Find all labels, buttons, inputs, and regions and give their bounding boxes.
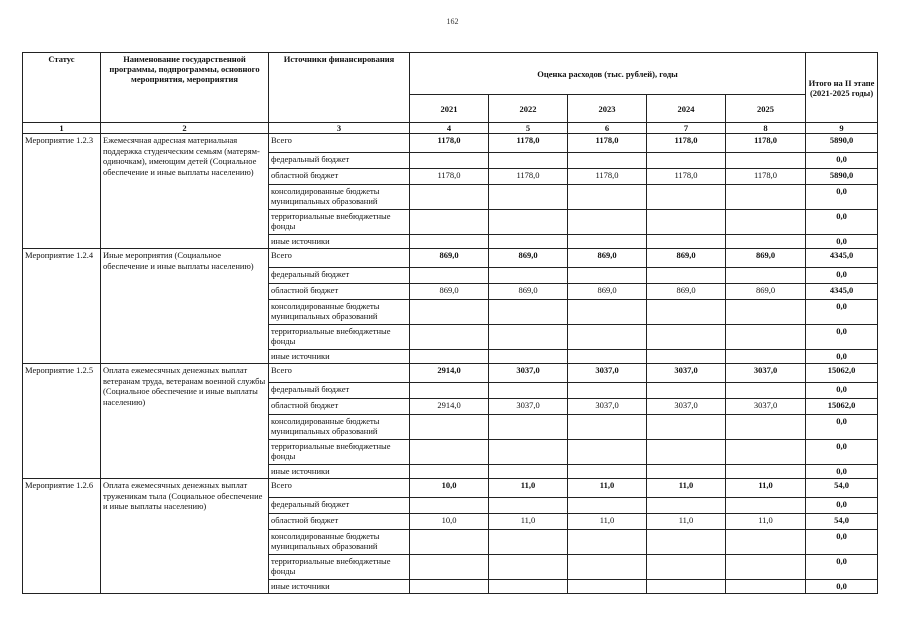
year-value-2024: 3037,0 [647, 399, 726, 415]
row-total: 0,0 [806, 465, 878, 479]
year-value-2021: 10,0 [410, 479, 489, 498]
year-value-2021 [410, 383, 489, 399]
column-index-6: 6 [568, 123, 647, 134]
year-value-2023: 1178,0 [568, 134, 647, 153]
year-value-2021 [410, 465, 489, 479]
year-value-2022 [489, 185, 568, 210]
year-value-2022 [489, 210, 568, 235]
row-total: 0,0 [806, 235, 878, 249]
year-value-2024 [647, 530, 726, 555]
year-value-2025: 869,0 [726, 249, 806, 268]
year-header-2024: 2024 [647, 95, 726, 123]
row-total: 0,0 [806, 530, 878, 555]
year-value-2023 [568, 530, 647, 555]
measure-name: Иные мероприятия (Социальное обеспечение и иные выплаты населению) [101, 249, 269, 364]
year-value-2022: 869,0 [489, 249, 568, 268]
year-value-2021: 2914,0 [410, 399, 489, 415]
year-value-2023 [568, 498, 647, 514]
year-value-2021 [410, 268, 489, 284]
year-value-2022 [489, 440, 568, 465]
year-value-2025 [726, 300, 806, 325]
year-value-2025 [726, 235, 806, 249]
year-value-2022 [489, 465, 568, 479]
row-total: 0,0 [806, 383, 878, 399]
year-value-2024: 11,0 [647, 514, 726, 530]
year-value-2023: 869,0 [568, 284, 647, 300]
year-value-2023 [568, 185, 647, 210]
year-value-2025: 3037,0 [726, 364, 806, 383]
year-value-2021 [410, 530, 489, 555]
year-value-2023 [568, 580, 647, 594]
year-value-2025 [726, 350, 806, 364]
funding-source-label: федеральный бюджет [269, 498, 410, 514]
table-row [23, 249, 878, 268]
year-value-2023: 1178,0 [568, 169, 647, 185]
year-value-2022: 3037,0 [489, 364, 568, 383]
year-value-2021: 10,0 [410, 514, 489, 530]
year-value-2021 [410, 185, 489, 210]
year-value-2024 [647, 153, 726, 169]
funding-source-label: областной бюджет [269, 514, 410, 530]
row-total: 0,0 [806, 350, 878, 364]
row-total: 0,0 [806, 415, 878, 440]
year-value-2024 [647, 300, 726, 325]
year-value-2024 [647, 383, 726, 399]
year-value-2021: 869,0 [410, 249, 489, 268]
row-total: 0,0 [806, 268, 878, 284]
year-value-2024 [647, 210, 726, 235]
year-value-2021: 1178,0 [410, 134, 489, 153]
row-total: 0,0 [806, 325, 878, 350]
year-value-2025 [726, 153, 806, 169]
funding-source-label: федеральный бюджет [269, 268, 410, 284]
column-index-7: 7 [647, 123, 726, 134]
year-value-2024 [647, 465, 726, 479]
year-value-2022 [489, 268, 568, 284]
year-value-2025 [726, 268, 806, 284]
funding-source-label: Всего [269, 249, 410, 268]
year-header-2022: 2022 [489, 95, 568, 123]
row-total: 5890,0 [806, 169, 878, 185]
year-value-2023 [568, 210, 647, 235]
funding-source-label: территориальные внебюджетные фонды [269, 210, 410, 235]
year-value-2025 [726, 415, 806, 440]
year-value-2024: 1178,0 [647, 134, 726, 153]
year-value-2025 [726, 383, 806, 399]
funding-source-label: федеральный бюджет [269, 383, 410, 399]
measure-status: Мероприятие 1.2.3 [23, 134, 101, 249]
row-total: 0,0 [806, 580, 878, 594]
year-value-2025 [726, 185, 806, 210]
funding-source-label: иные источники [269, 235, 410, 249]
year-value-2023 [568, 268, 647, 284]
funding-source-label: Всего [269, 134, 410, 153]
year-value-2024 [647, 350, 726, 364]
year-value-2023: 3037,0 [568, 399, 647, 415]
year-header-2025: 2025 [726, 95, 806, 123]
table-row [23, 134, 878, 153]
year-value-2024 [647, 235, 726, 249]
column-index-4: 4 [410, 123, 489, 134]
year-value-2022 [489, 325, 568, 350]
header-total: Итого на II этапе (2021-2025 годы) [806, 53, 878, 123]
year-value-2025 [726, 210, 806, 235]
year-value-2021: 869,0 [410, 284, 489, 300]
year-value-2021 [410, 580, 489, 594]
measure-name: Оплата ежемесячных денежных выплат труженикам тыла (Социальное обеспечение и иные выплаты населению) [101, 479, 269, 594]
year-value-2025 [726, 530, 806, 555]
row-total: 0,0 [806, 185, 878, 210]
year-value-2022 [489, 580, 568, 594]
year-value-2021 [410, 325, 489, 350]
budget-table [22, 52, 878, 594]
year-value-2024 [647, 498, 726, 514]
funding-source-label: территориальные внебюджетные фонды [269, 325, 410, 350]
header-sources: Источники финансирования [269, 53, 410, 123]
row-total: 15062,0 [806, 399, 878, 415]
year-value-2023 [568, 300, 647, 325]
year-value-2024 [647, 185, 726, 210]
row-total: 0,0 [806, 555, 878, 580]
year-value-2025 [726, 325, 806, 350]
funding-source-label: консолидированные бюджеты муниципальных образований [269, 185, 410, 210]
table-body [23, 134, 878, 594]
year-value-2023 [568, 465, 647, 479]
year-value-2024: 3037,0 [647, 364, 726, 383]
year-value-2022 [489, 498, 568, 514]
year-value-2021 [410, 440, 489, 465]
year-value-2024 [647, 325, 726, 350]
column-index-2: 2 [101, 123, 269, 134]
funding-source-label: территориальные внебюджетные фонды [269, 555, 410, 580]
year-value-2021 [410, 555, 489, 580]
year-value-2022 [489, 555, 568, 580]
funding-source-label: областной бюджет [269, 284, 410, 300]
year-value-2022 [489, 415, 568, 440]
funding-source-label: территориальные внебюджетные фонды [269, 440, 410, 465]
funding-source-label: областной бюджет [269, 169, 410, 185]
row-total: 0,0 [806, 300, 878, 325]
year-header-2021: 2021 [410, 95, 489, 123]
year-value-2023: 11,0 [568, 514, 647, 530]
year-value-2024 [647, 268, 726, 284]
year-value-2021 [410, 210, 489, 235]
year-value-2025: 869,0 [726, 284, 806, 300]
year-value-2024 [647, 555, 726, 580]
funding-source-label: иные источники [269, 350, 410, 364]
year-value-2024: 1178,0 [647, 169, 726, 185]
row-total: 5890,0 [806, 134, 878, 153]
measure-status: Мероприятие 1.2.5 [23, 364, 101, 479]
year-value-2022 [489, 153, 568, 169]
year-value-2023 [568, 325, 647, 350]
year-value-2022 [489, 383, 568, 399]
column-index-3: 3 [269, 123, 410, 134]
year-value-2024 [647, 440, 726, 465]
year-value-2021: 2914,0 [410, 364, 489, 383]
year-value-2021 [410, 350, 489, 364]
year-value-2023 [568, 235, 647, 249]
year-value-2025: 11,0 [726, 479, 806, 498]
funding-source-label: консолидированные бюджеты муниципальных образований [269, 300, 410, 325]
year-value-2025 [726, 440, 806, 465]
year-value-2025 [726, 555, 806, 580]
year-value-2025: 1178,0 [726, 169, 806, 185]
column-index-8: 8 [726, 123, 806, 134]
year-value-2025: 11,0 [726, 514, 806, 530]
funding-source-label: областной бюджет [269, 399, 410, 415]
funding-source-label: иные источники [269, 580, 410, 594]
year-value-2023 [568, 350, 647, 364]
measure-name: Оплата ежемесячных денежных выплат ветеранам труда, ветеранам военной службы (Социальное обеспечение и иные выплаты населению) [101, 364, 269, 479]
column-index-1: 1 [23, 123, 101, 134]
funding-source-label: федеральный бюджет [269, 153, 410, 169]
year-header-2023: 2023 [568, 95, 647, 123]
year-value-2022 [489, 235, 568, 249]
year-value-2022: 1178,0 [489, 134, 568, 153]
header-status: Статус [23, 53, 101, 123]
row-total: 0,0 [806, 440, 878, 465]
column-index-5: 5 [489, 123, 568, 134]
year-value-2025: 3037,0 [726, 399, 806, 415]
year-value-2025 [726, 498, 806, 514]
year-value-2025 [726, 580, 806, 594]
year-value-2021 [410, 235, 489, 249]
year-value-2021 [410, 153, 489, 169]
funding-source-label: Всего [269, 479, 410, 498]
row-total: 4345,0 [806, 249, 878, 268]
year-value-2022: 11,0 [489, 514, 568, 530]
year-value-2022: 1178,0 [489, 169, 568, 185]
year-value-2023: 3037,0 [568, 364, 647, 383]
year-value-2025 [726, 465, 806, 479]
row-total: 15062,0 [806, 364, 878, 383]
year-value-2022 [489, 530, 568, 555]
funding-source-label: консолидированные бюджеты муниципальных образований [269, 530, 410, 555]
year-value-2022: 3037,0 [489, 399, 568, 415]
header-program: Наименование государственной программы, подпрограммы, основного мероприятия, мероприятия [101, 53, 269, 123]
year-value-2021 [410, 498, 489, 514]
funding-source-label: консолидированные бюджеты муниципальных образований [269, 415, 410, 440]
year-value-2024: 11,0 [647, 479, 726, 498]
column-index-9: 9 [806, 123, 878, 134]
year-value-2023: 11,0 [568, 479, 647, 498]
row-total: 0,0 [806, 210, 878, 235]
measure-name: Ежемесячная адресная материальная поддержка студенческим семьям (матерям-одиночкам), имеющим детей (Социальное обеспечение и иные выплаты населению) [101, 134, 269, 249]
year-value-2024 [647, 415, 726, 440]
row-total: 54,0 [806, 479, 878, 498]
year-value-2021 [410, 415, 489, 440]
year-value-2025: 1178,0 [726, 134, 806, 153]
funding-source-label: иные источники [269, 465, 410, 479]
year-value-2023: 869,0 [568, 249, 647, 268]
row-total: 0,0 [806, 153, 878, 169]
year-value-2023 [568, 415, 647, 440]
year-value-2023 [568, 153, 647, 169]
column-index-row [23, 123, 878, 134]
year-value-2022 [489, 350, 568, 364]
year-value-2023 [568, 440, 647, 465]
year-value-2024: 869,0 [647, 249, 726, 268]
year-value-2022 [489, 300, 568, 325]
table-row [23, 364, 878, 383]
year-value-2022: 11,0 [489, 479, 568, 498]
measure-status: Мероприятие 1.2.4 [23, 249, 101, 364]
year-value-2023 [568, 555, 647, 580]
year-value-2021: 1178,0 [410, 169, 489, 185]
row-total: 54,0 [806, 514, 878, 530]
year-value-2022: 869,0 [489, 284, 568, 300]
row-total: 0,0 [806, 498, 878, 514]
row-total: 4345,0 [806, 284, 878, 300]
year-value-2021 [410, 300, 489, 325]
page-number: 162 [446, 17, 459, 26]
year-value-2024 [647, 580, 726, 594]
year-value-2023 [568, 383, 647, 399]
year-value-2024: 869,0 [647, 284, 726, 300]
header-estimate: Оценка расходов (тыс. рублей), годы [410, 53, 806, 95]
measure-status: Мероприятие 1.2.6 [23, 479, 101, 594]
funding-source-label: Всего [269, 364, 410, 383]
table-row [23, 479, 878, 498]
